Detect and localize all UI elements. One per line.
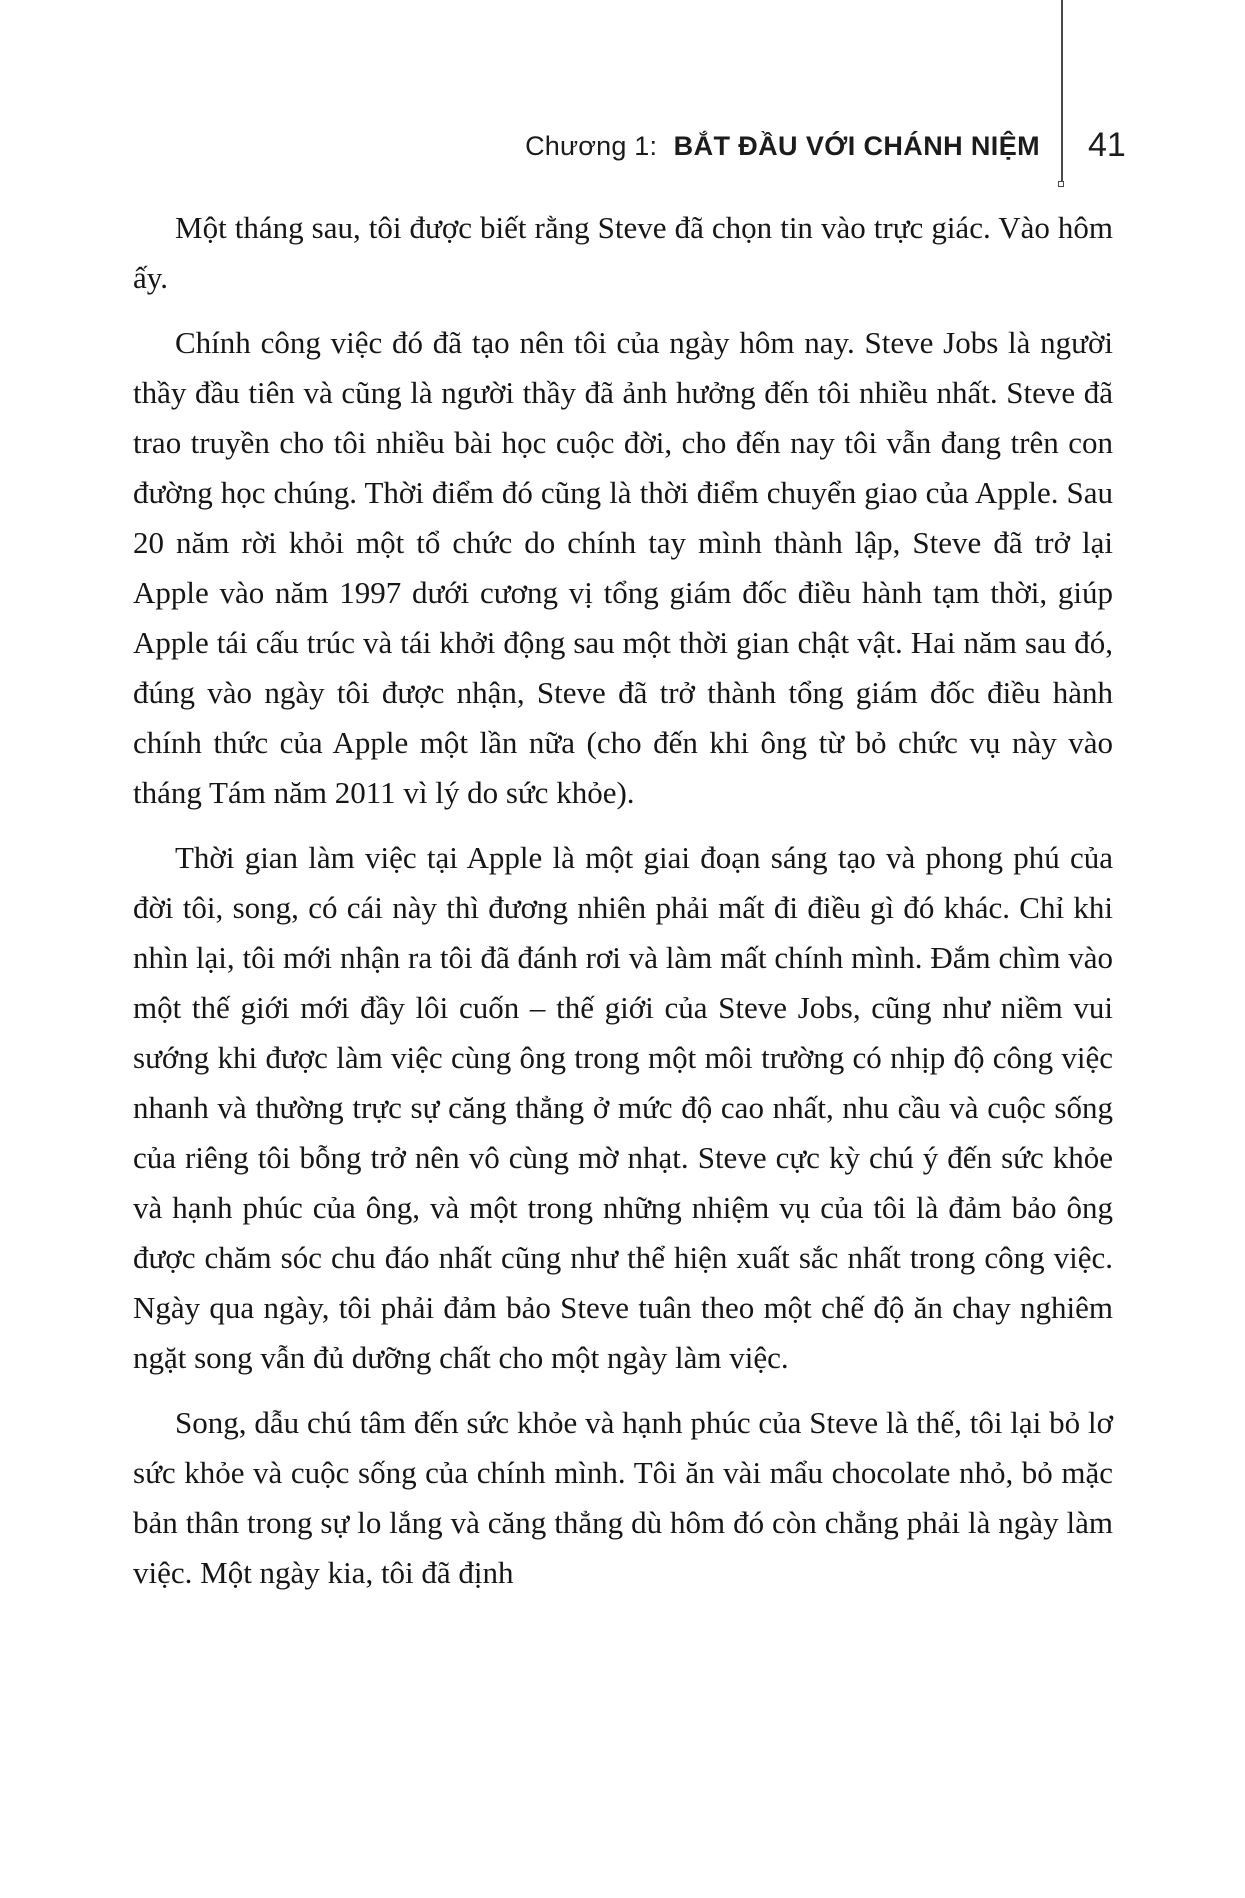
paragraph: Chính công việc đó đã tạo nên tôi của ngày hôm nay. Steve Jobs là người thầy đầu tiên và cũng là người thầy đã ảnh hưởng đến tôi nhiều nhất. Steve đã trao truyền cho tôi nhiều bài học cuộc đời, cho đến nay tôi vẫn đang trên con đường học chúng. Thời điểm đó cũng là thời điểm chuyển giao của Apple. Sau 20 năm rời khỏi một tổ chức do chính tay mình thành lập, Steve đã trở lại Apple vào năm 1997 dưới cương vị tổng giám đốc điều hành tạm thời, giúp Apple tái cấu trúc và tái khởi động sau một thời gian chật vật. Hai năm sau đó, đúng vào ngày tôi được nhận, Steve đã trở thành tổng giám đốc điều hành chính thức của Apple một lần nữa (cho đến khi ông từ bỏ chức vụ này vào tháng Tám năm 2011 vì lý do sức khỏe). bbox=[133, 325, 1113, 810]
paragraph: Thời gian làm việc tại Apple là một giai đoạn sáng tạo và phong phú của đời tôi, song, có cái này thì đương nhiên phải mất đi điều gì đó khác. Chỉ khi nhìn lại, tôi mới nhận ra tôi đã đánh rơi và làm mất chính mình. Đắm chìm vào một thế giới mới đầy lôi cuốn – thế giới của Steve Jobs, cũng như niềm vui sướng khi được làm việc cùng ông trong một môi trường có nhịp độ công việc nhanh và thường trực sự căng thẳng ở mức độ cao nhất, nhu cầu và cuộc sống của riêng tôi bỗng trở nên vô cùng mờ nhạt. Steve cực kỳ chú ý đến sức khỏe và hạnh phúc của ông, và một trong những nhiệm vụ của tôi là đảm bảo ông được chăm sóc chu đáo nhất cũng như thể hiện xuất sắc nhất trong công việc. Ngày qua ngày, tôi phải đảm bảo Steve tuân theo một chế độ ăn chay nghiêm ngặt song vẫn đủ dưỡng chất cho một ngày làm việc. bbox=[133, 840, 1113, 1375]
paragraph: Song, dẫu chú tâm đến sức khỏe và hạnh phúc của Steve là thế, tôi lại bỏ lơ sức khỏe và cuộc sống của chính mình. Tôi ăn vài mẩu chocolate nhỏ, bỏ mặc bản thân trong sự lo lắng và căng thẳng dù hôm đó còn chẳng phải là ngày làm việc. Một ngày kia, tôi đã định bbox=[133, 1405, 1113, 1590]
header-rule-end-square bbox=[1058, 181, 1064, 187]
running-head bbox=[0, 131, 1040, 162]
body-text bbox=[133, 203, 1113, 1598]
page-number: 41 bbox=[1088, 126, 1126, 164]
header-rule bbox=[1061, 0, 1063, 182]
chapter-title: BẮT ĐẦU VỚI CHÁNH NIỆM bbox=[673, 131, 1040, 161]
chapter-label: Chương 1: bbox=[525, 131, 658, 161]
paragraph: Một tháng sau, tôi được biết rằng Steve đã chọn tin vào trực giác. Vào hôm ấy. bbox=[133, 210, 1113, 295]
